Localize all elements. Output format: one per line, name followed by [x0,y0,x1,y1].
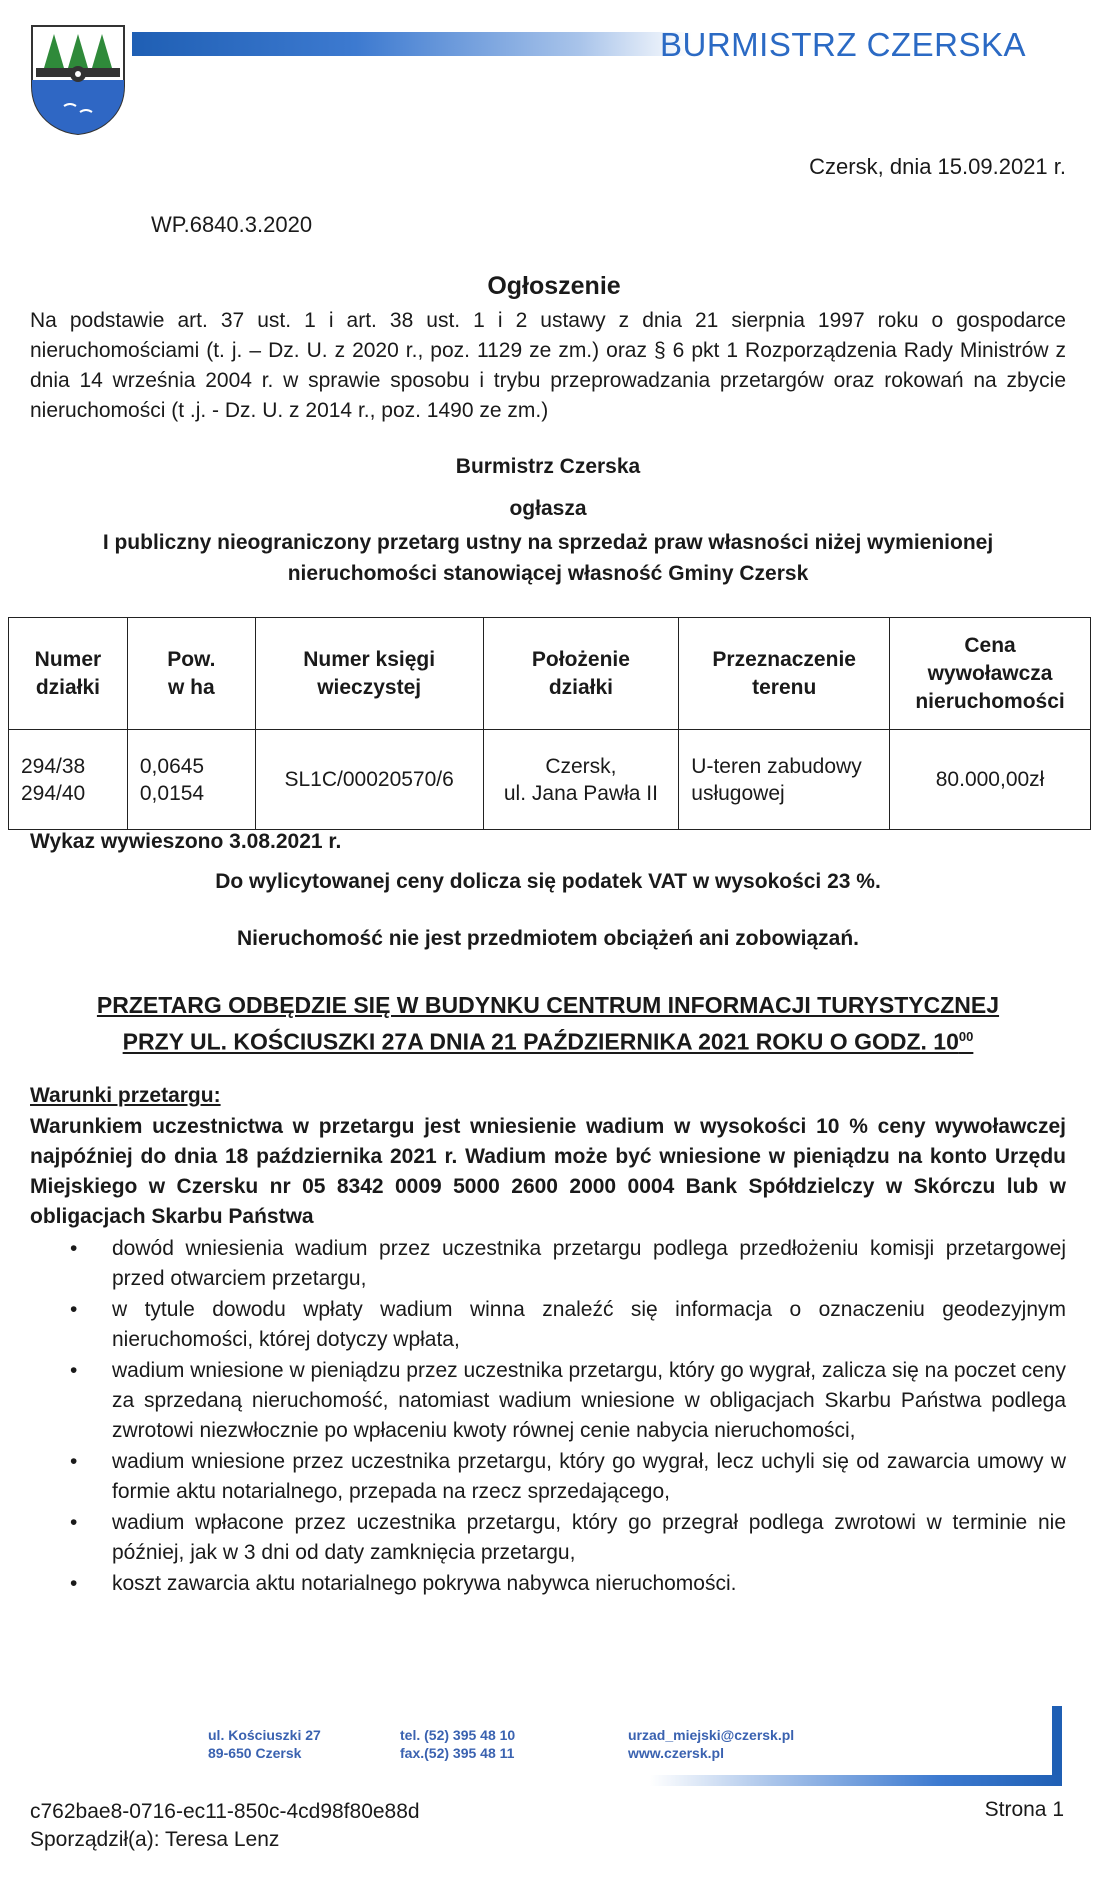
tender-description: I publiczny nieograniczony przetarg ustny na sprzedaż praw własności niżej wymienionej nieruchomości stanowiącej własność Gminy Czersk [102,531,994,585]
venue-time-minutes: 00 [958,1029,974,1044]
list-item-text: dowód wniesienia wadium przez uczestnika przetargu podlega przedłożeniu komisji przetargowej przed otwarciem przetargu, [112,1237,1066,1290]
venue-announcement [30,990,1066,1058]
header-title: BURMISTRZ CZERSKA [660,26,1027,63]
list-item [70,1234,1066,1294]
table-row [9,730,1091,830]
venue-line-1: PRZETARG ODBĘDZIE SIĘ W BUDYNKU CENTRUM INFORMACJI TURYSTYCZNEJ [96,992,1000,1018]
list-item-text: wadium wpłacone przez uczestnika przetargu, który go przegrał podlega zwrotowi w terminie nie później, jak w 3 dni od daty zamknięcia przetargu, [112,1511,1066,1564]
cell-value: 294/38 [21,754,86,778]
conditions-list [70,1234,1066,1600]
encumbrance-notice: Nieruchomość nie jest przedmiotem obciążeń ani zobowiązań. [237,927,859,950]
property-table [8,617,1091,830]
header-label: Pow. [167,647,216,671]
legal-basis-paragraph: Na podstawie art. 37 ust. 1 i art. 38 ust. 1 i 2 ustawy z dnia 21 sierpnia 1997 roku o gospodarce nieruchomościami (t. j. – Dz. U. z 2020 r., poz. 1129 ze zm.) oraz § 6 pkt 1 Rozporządzenia Rady Ministrów z dnia 14 września 2004 r. w sprawie sposobu i trybu przeprowadzania przetargów oraz rokowań na zbycie nieruchomości (t .j. - Dz. U. z 2014 r., poz. 1490 ze zm.) [30,309,1066,422]
cell-value: 0,0154 [139,781,205,805]
cell-value: usługowej [691,781,785,805]
footer-address-line-2: 89-650 Czersk [208,1745,302,1761]
col-location [483,618,679,730]
list-item-text: wadium wniesione w pieniądzu przez uczestnika przetargu, który go wygrał, zalicza się na poczet ceny za sprzedaną nieruchomość, natomiast wadium wniesione w obligacjach Skarbu Państwa podlega zwrotowi niezwłocznie po wpłaceniu kwoty równej cenie nabycia nieruchomości, [112,1359,1066,1442]
page-number: Strona 1 [984,1798,1064,1821]
document-metadata [30,1798,420,1854]
cell-location [483,730,679,830]
cell-value: 294/40 [21,781,86,805]
document-id: c762bae8-0716-ec11-850c-4cd98f80e88d [30,1800,420,1823]
col-land-register [255,618,483,730]
cell-value: ul. Jana Pawła II [503,781,658,805]
cell-purpose [679,730,890,830]
list-item [70,1295,1066,1355]
bullet-icon: • [70,1237,78,1260]
reference-number: WP.6840.3.2020 [151,212,313,237]
vat-notice: Do wylicytowanej ceny dolicza się podatek VAT w wysokości 23 %. [215,870,881,893]
col-price [890,618,1091,730]
footer-phone: tel. (52) 395 48 10 [400,1727,516,1743]
header-label: Numer [34,647,102,671]
conditions-text: Warunkiem uczestnictwa w przetargu jest wniesienie wadium w wysokości 10 % ceny wywoławczej najpóźniej do dnia 18 października 2021 r. Wadium może być wniesione w pieniądzu na konto Urzędu Miejskiego w Czersku nr 05 8342 0009 5000 2600 2000 0004 Bank Spółdzielczy w Skórczu lub w obligacjach Skarbu Państwa [30,1115,1066,1228]
document-title: Ogłoszenie [487,272,621,300]
list-item [70,1356,1066,1446]
cell-area [127,730,255,830]
posted-notice: Wykaz wywieszono 3.08.2021 r. [30,830,342,853]
cell-value: Czersk, [545,754,617,778]
bullet-icon: • [70,1450,78,1473]
footer-address-line-1: ul. Kościuszki 27 [208,1727,321,1743]
document-date: Czersk, dnia 15.09.2021 r. [809,154,1066,179]
bullet-icon: • [70,1572,78,1595]
list-item-text: koszt zawarcia aktu notarialnego pokrywa nabywca nieruchomości. [112,1572,737,1595]
header-label: działki [548,675,614,699]
cell-land-register: SL1C/00020570/6 [255,730,483,830]
header-label: w ha [167,675,215,699]
header-label: wywoławcza [927,661,1053,685]
bullet-icon: • [70,1511,78,1534]
cell-plot-number [9,730,128,830]
cell-price: 80.000,00zł [890,730,1091,830]
header-label: terenu [752,675,817,699]
col-area [127,618,255,730]
bullet-icon: • [70,1359,78,1382]
bullet-icon: • [70,1298,78,1321]
list-item [70,1569,1066,1599]
cell-value: U-teren zabudowy [691,754,862,778]
issuer-name: Burmistrz Czerska [455,455,641,478]
coat-of-arms-icon [30,24,126,136]
announces-label: ogłasza [509,497,587,520]
footer-fax: fax.(52) 395 48 11 [400,1745,515,1761]
header-label: wieczystej [317,675,422,699]
col-plot-number [9,618,128,730]
table-header-row [9,618,1091,730]
cell-value: 0,0645 [139,754,205,778]
list-item-text: w tytule dowodu wpłaty wadium winna znaleźć się informacja o oznaczeniu geodezyjnym nieruchomości, której dotyczy wpłata, [112,1298,1066,1351]
header-label: Przeznaczenie [712,647,856,671]
col-purpose [679,618,890,730]
footer-website-link[interactable]: www.czersk.pl [628,1745,724,1761]
header-label: działki [35,675,101,699]
conditions-title: Warunki przetargu: [30,1084,221,1107]
list-item [70,1447,1066,1507]
footer-email-link[interactable]: urzad_miejski@czersk.pl [628,1727,795,1743]
footer-gradient-bar [650,1775,1062,1786]
list-item-text: wadium wniesione przez uczestnika przetargu, który go wygrał, lecz uchyli się od zawarcia umowy w formie aktu notarialnego, przepada na rzecz sprzedającego, [112,1450,1066,1503]
header-label: Numer księgi [303,647,436,671]
prepared-by: Sporządził(a): Teresa Lenz [30,1828,280,1851]
header-label: nieruchomości [915,689,1065,713]
header-gradient-bar [132,32,692,56]
header-label: Cena [964,633,1016,657]
venue-line-2-text: PRZY UL. KOŚCIUSZKI 27A DNIA 21 PAŹDZIERNIKA 2021 ROKU O GODZ. 10 [122,1028,959,1055]
venue-line-2 [30,1021,1066,1058]
header-label: Położenie [531,647,630,671]
footer-vertical-bar [1052,1706,1062,1786]
list-item [70,1508,1066,1568]
